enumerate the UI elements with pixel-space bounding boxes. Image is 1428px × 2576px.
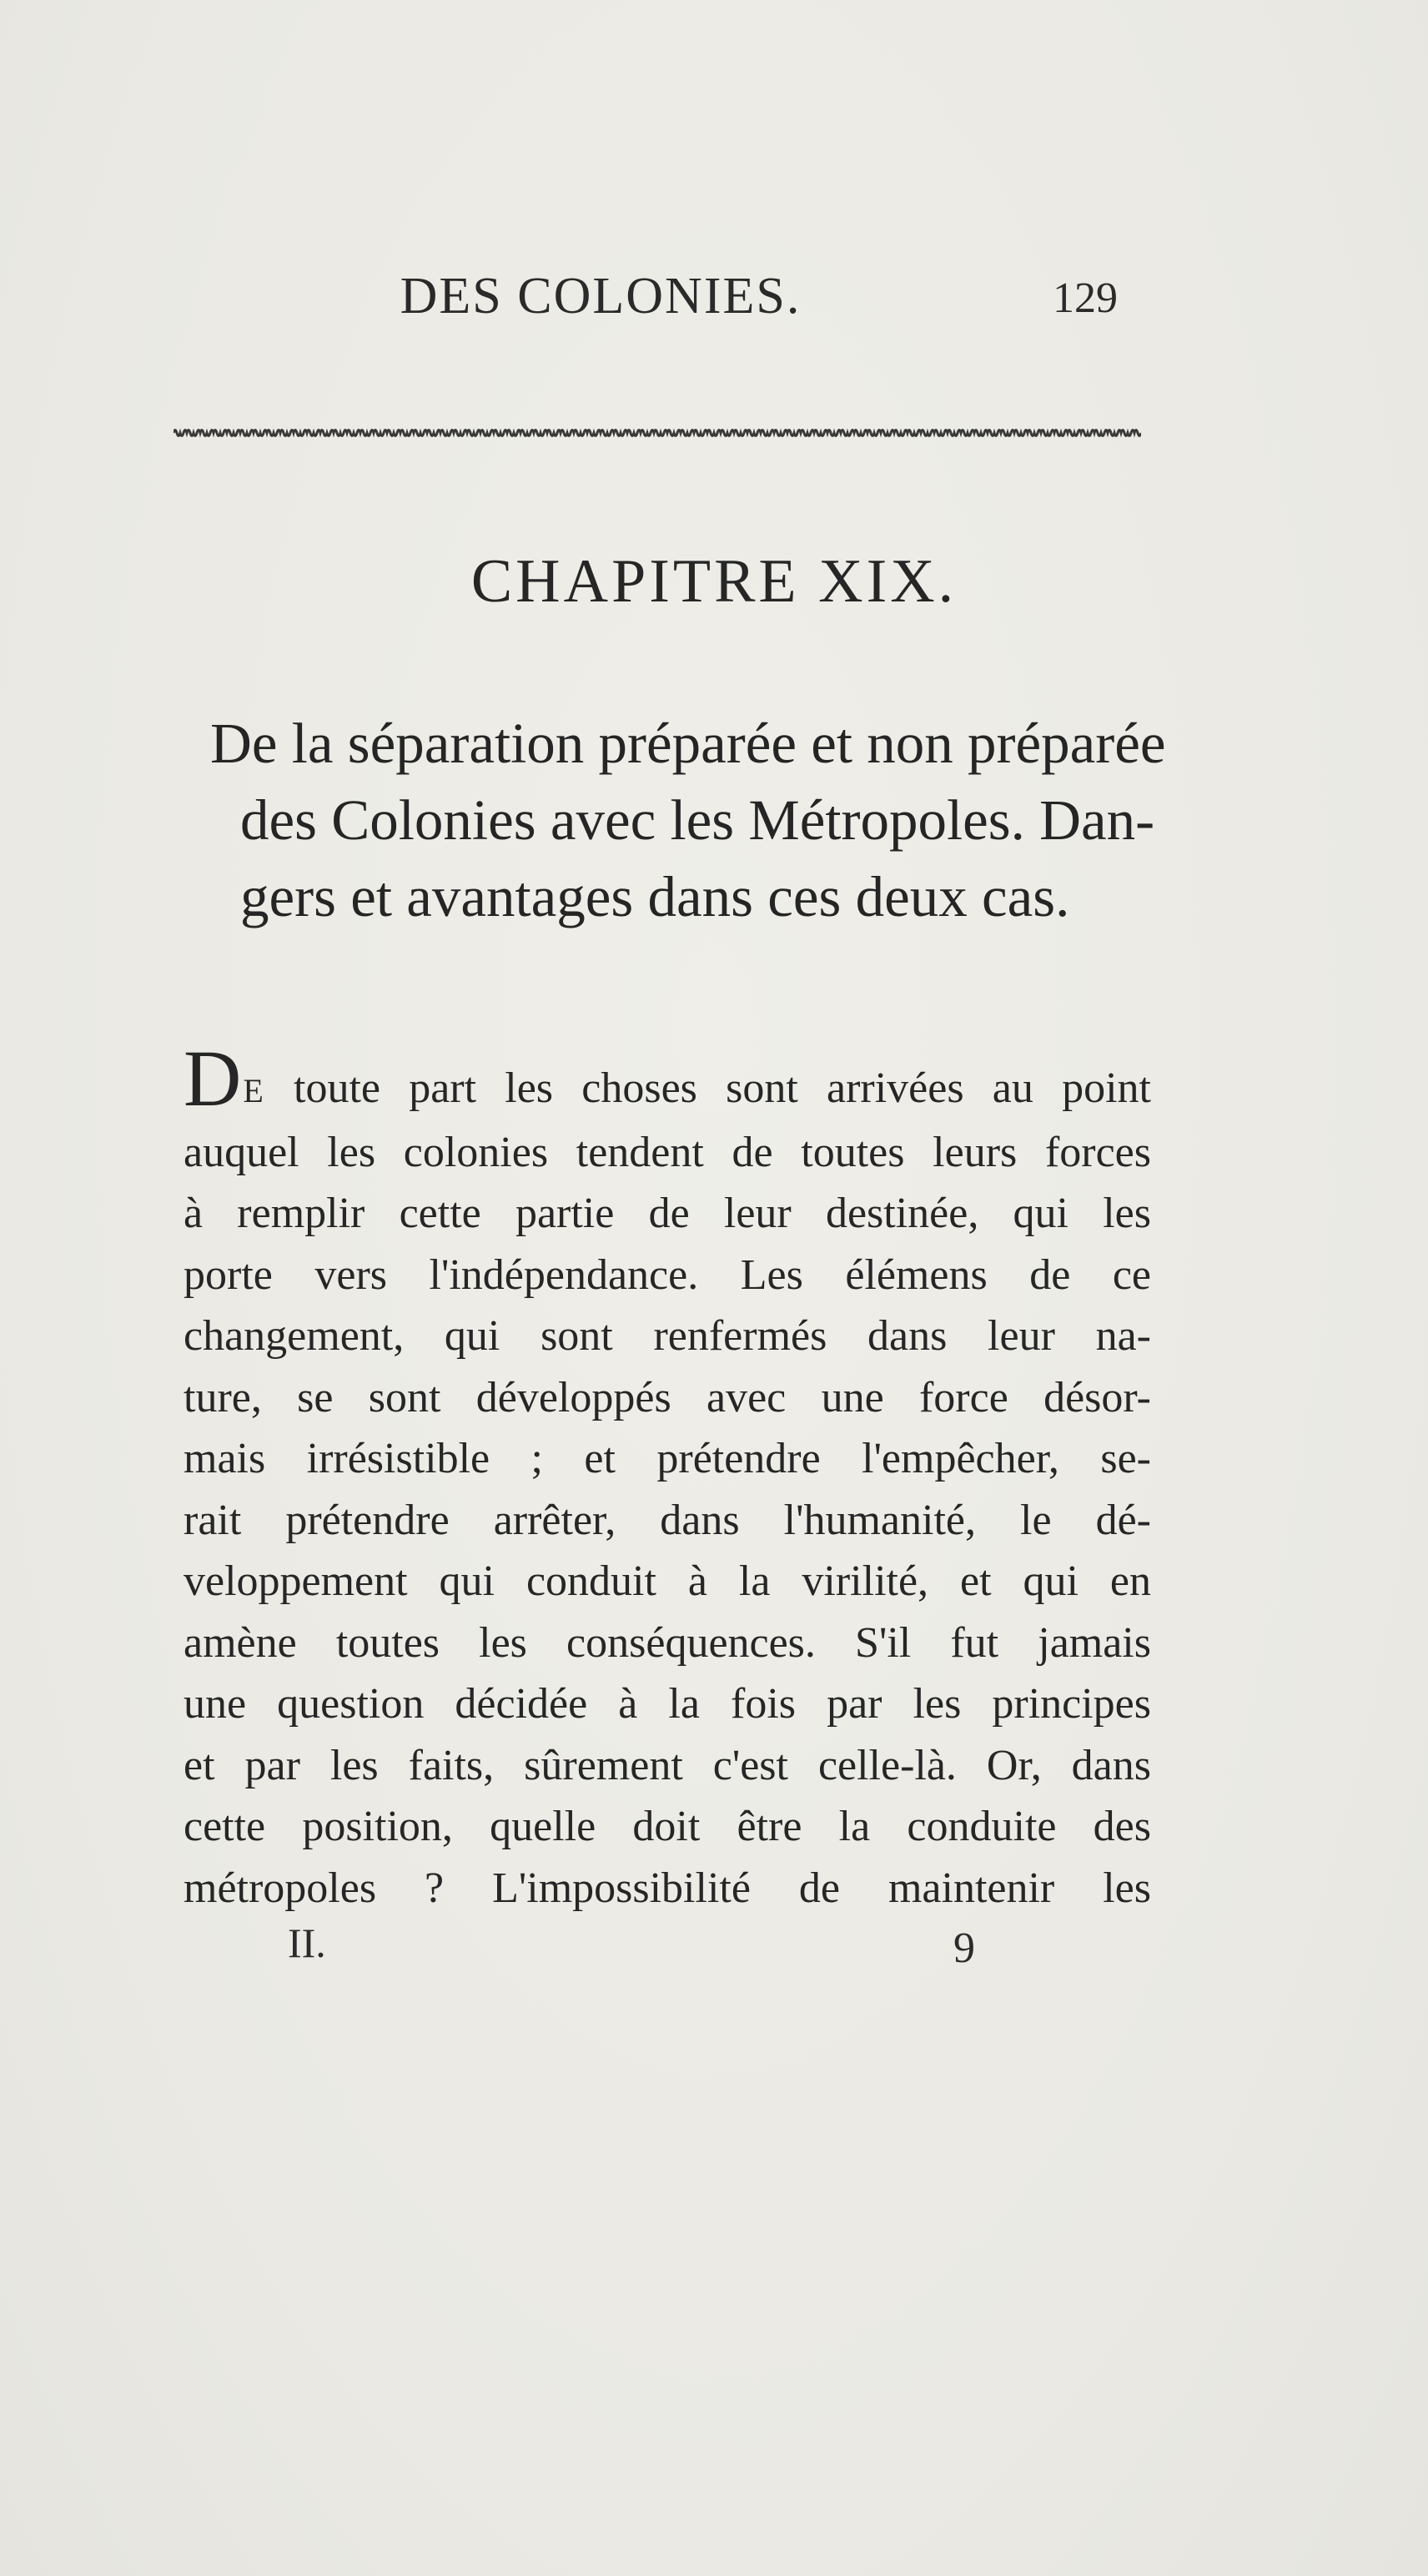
volume-mark: II. [288,1919,326,1966]
running-head [0,267,1428,342]
text-line: mais irrésistible ; et prétendre l'empêcher, se- [184,1435,1151,1482]
chapter-subtitle [210,705,1194,935]
small-caps: E [243,1072,265,1109]
signature-mark: 9 [953,1924,975,1972]
subtitle-line: gers et avantages dans ces deux cas. [240,865,1070,928]
text-line: cette position, quelle doit être la conduite des [184,1803,1151,1850]
text-line: auquel les colonies tendent de toutes leurs forces [184,1128,1151,1176]
text-line: métropoles ? L'impossibilité de maintenir les [184,1864,1151,1912]
text-line: amène toutes les conséquences. S'il fut jamais [184,1618,1151,1667]
first-line [184,1034,1151,1123]
text-line: porte vers l'indépendance. Les élémens de ce [184,1250,1151,1299]
ornamental-rule [173,425,1141,440]
body-paragraph [184,1034,1151,1919]
subtitle-line: De la séparation préparée et non préparée [210,712,1166,775]
text-line: une question décidée à la fois par les principes [184,1680,1151,1728]
chapter-title: CHAPITRE XIX. [470,547,958,616]
text-line: changement, qui sont renfermés dans leur na- [184,1312,1151,1360]
text-line: veloppement qui conduit à la virilité, et qui en [184,1557,1151,1605]
first-line-text: toute part les choses sont arrivées au point [264,1064,1151,1112]
subtitle-line: des Colonies avec les Métropoles. Dan- [240,788,1155,852]
text-line: ture, se sont développés avec une force désor- [184,1373,1151,1421]
text-line: rait prétendre arrêter, dans l'humanité, le dé- [184,1496,1151,1544]
page-number: 129 [1053,274,1118,322]
signature-row [0,1919,1428,1977]
text-line: à remplir cette partie de leur destinée, qui les [184,1190,1151,1237]
text-line: et par les faits, sûrement c'est celle-là. Or, dans [184,1741,1151,1789]
running-title: DES COLONIES. [400,268,802,325]
drop-cap: D [184,1034,242,1123]
